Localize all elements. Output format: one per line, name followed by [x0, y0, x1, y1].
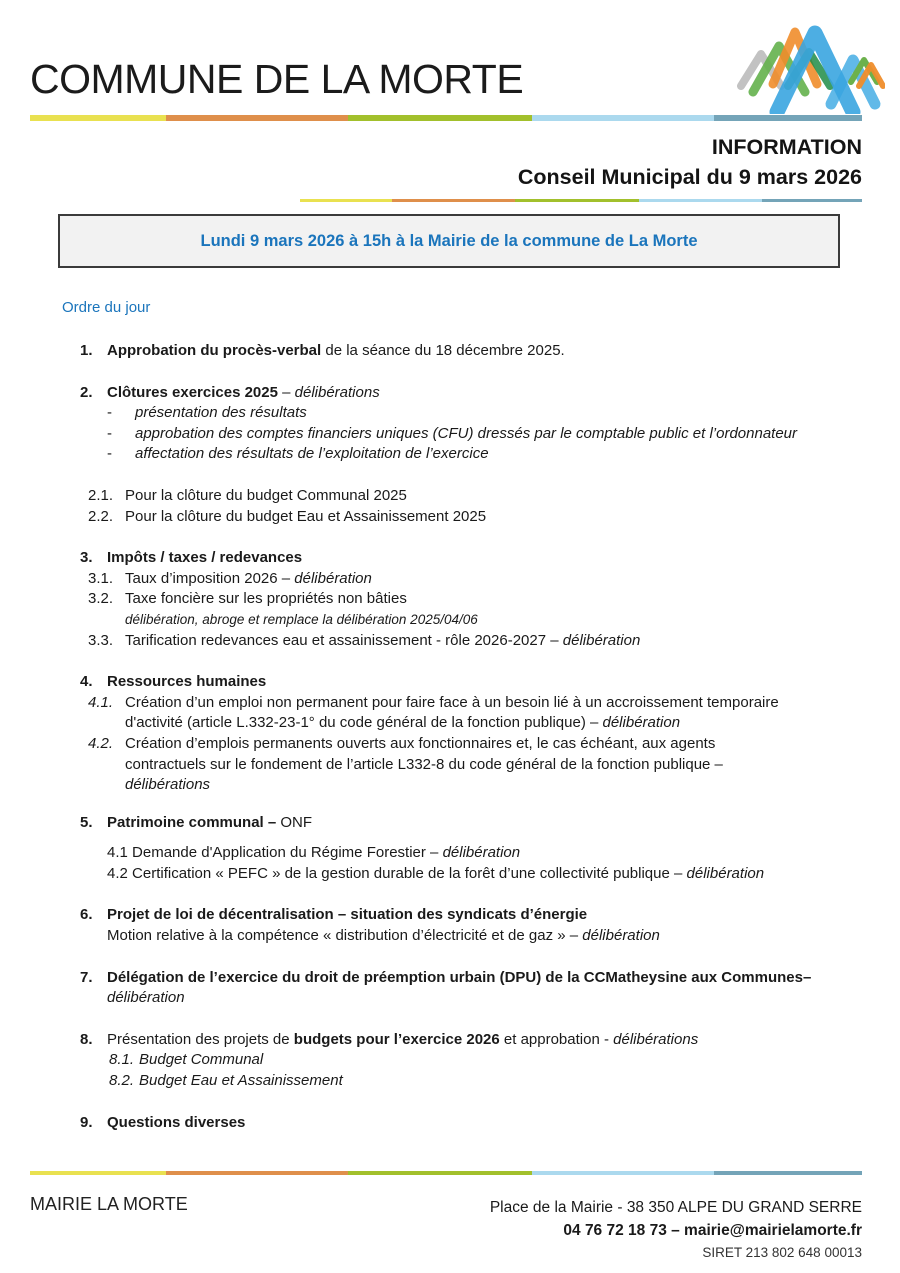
agenda-row-marker: 2.1. — [88, 486, 114, 504]
footer-phone-email: 04 76 72 18 73 – mairie@mairielamorte.fr — [563, 1222, 862, 1239]
agenda-row-text — [125, 775, 866, 796]
agenda-row-text — [125, 755, 866, 776]
text-segment: 4.1 Demande d'Application du Régime Forestier — [107, 844, 426, 862]
agenda-row — [60, 968, 866, 989]
meeting-notice-box — [58, 214, 840, 268]
text-segment: Présentation des projets de — [107, 1030, 294, 1048]
divider-segment — [166, 115, 348, 121]
text-segment: de la séance du 18 décembre 2025. — [321, 342, 565, 359]
agenda-row-marker: 4.2. — [88, 734, 114, 752]
text-segment: délibération — [602, 714, 681, 732]
agenda-row-text — [125, 589, 866, 610]
text-segment: présentation des résultats — [135, 404, 307, 422]
divider-segment — [166, 1171, 348, 1175]
text-segment: Questions diverses — [107, 1113, 246, 1131]
agenda-row-text — [125, 610, 866, 631]
text-segment: d'activité (article L.332-23-1° du code général de la fonction publique) – — [125, 714, 603, 732]
text-segment: contractuels sur le fondement de l’article L332-8 du code général de la fonction publique – — [125, 755, 723, 773]
agenda-row-text — [107, 988, 866, 1009]
divider-segment — [348, 1171, 532, 1175]
info-title: INFORMATION — [711, 135, 862, 159]
agenda-row-text — [125, 693, 866, 714]
subheader-divider-line — [300, 199, 862, 202]
agenda-row — [60, 589, 866, 610]
footer-divider-line — [30, 1171, 862, 1175]
agenda-row-text — [135, 444, 866, 465]
agenda-row — [60, 1030, 866, 1051]
agenda-row-marker: 8.2. — [109, 1072, 135, 1090]
agenda-row — [60, 775, 866, 796]
text-segment: Pour la clôture du budget Eau et Assainissement 2025 — [125, 507, 487, 525]
text-segment: Création d’emplois permanents ouverts aux fonctionnaires et, le cas échéant, aux agents — [125, 734, 716, 752]
agenda-row — [60, 926, 866, 947]
info-header — [518, 132, 862, 192]
agenda-row-text — [125, 713, 866, 734]
divider-segment — [348, 115, 532, 121]
text-segment: Motion relative à la compétence « distribution d’électricité et de gaz » — [107, 927, 566, 945]
agenda-row — [60, 1050, 866, 1071]
divider-segment — [515, 199, 639, 202]
agenda-list — [60, 341, 866, 1133]
agenda-row-text — [107, 813, 866, 834]
divider-segment — [30, 115, 166, 121]
agenda-row-text — [107, 1113, 866, 1134]
header-divider-line — [30, 115, 862, 121]
text-segment: – — [546, 631, 563, 649]
agenda-row — [60, 486, 866, 507]
agenda-row — [60, 672, 866, 693]
agenda-row — [60, 383, 866, 404]
text-segment: – — [277, 383, 295, 401]
text-segment: 4.2 Certification « PEFC » de la gestion durable de la forêt d’une collectivité publique — [107, 864, 670, 882]
divider-segment — [762, 199, 862, 202]
agenda-row-text — [107, 926, 866, 947]
divider-segment — [714, 1171, 862, 1175]
agenda-row-text — [107, 905, 866, 926]
agenda-row — [60, 988, 866, 1009]
agenda-row — [60, 813, 866, 834]
agenda-row — [60, 569, 866, 590]
agenda-row — [60, 507, 866, 528]
text-segment: délibération — [294, 569, 372, 587]
text-segment: Patrimoine communal – — [107, 813, 281, 831]
text-segment: budgets pour l’exercice 2026 — [293, 1030, 500, 1048]
agenda-row — [60, 424, 866, 445]
agenda-row — [60, 444, 866, 465]
text-segment: Pour la clôture du budget Communal 2025 — [125, 486, 407, 504]
agenda-row-marker: 2.2. — [88, 507, 114, 525]
agenda-row-marker: 7. — [80, 968, 93, 986]
text-segment: délibération — [582, 927, 660, 945]
agenda-row-text — [107, 672, 866, 693]
agenda-row — [60, 631, 866, 652]
agenda-row-text — [107, 383, 866, 404]
agenda-row — [60, 403, 866, 424]
text-segment: Budget Eau et Assainissement — [139, 1072, 343, 1090]
text-segment: – — [425, 844, 443, 862]
agenda-row-text — [125, 631, 866, 652]
agenda-row-marker: 8.1. — [109, 1051, 135, 1069]
text-segment: Approbation du procès-verbal — [107, 342, 322, 359]
agenda-row — [60, 693, 866, 714]
text-segment: ONF — [280, 813, 313, 831]
agenda-row-marker: 8. — [80, 1030, 93, 1048]
agenda-row-text — [125, 486, 866, 507]
text-segment: délibération — [442, 844, 521, 862]
agenda-row-text — [139, 1071, 866, 1092]
text-segment: affectation des résultats de l’exploitation de l’exercice — [135, 445, 489, 463]
divider-segment — [532, 1171, 714, 1175]
agenda-row — [60, 843, 866, 864]
divider-segment — [532, 115, 714, 121]
text-segment: délibérations — [125, 776, 211, 794]
text-segment: délibération — [686, 864, 765, 882]
divider-segment — [392, 199, 515, 202]
agenda-row-marker: - — [107, 424, 112, 442]
agenda-row — [60, 734, 866, 755]
agenda-row-marker: 4. — [80, 673, 93, 691]
agenda-row — [60, 610, 866, 631]
agenda-row-text — [139, 1050, 866, 1071]
meeting-notice-text: Lundi 9 mars 2026 à 15h à la Mairie de la commune de La Morte — [200, 231, 698, 250]
agenda-row-marker: 1. — [80, 342, 93, 359]
text-segment: – — [565, 927, 583, 945]
text-segment: Tarification redevances eau et assainissement - rôle 2026-2027 — [125, 631, 547, 649]
text-segment: – — [277, 569, 295, 587]
divider-segment — [30, 1171, 166, 1175]
divider-segment — [714, 115, 862, 121]
text-segment: Délégation de l’exercice du droit de préemption urbain (DPU) de la CCMatheysine aux Communes– — [107, 968, 812, 986]
info-subtitle: Conseil Municipal du 9 mars 2026 — [517, 165, 862, 189]
agenda-row — [60, 713, 866, 734]
agenda-row-text — [135, 424, 866, 445]
agenda-row-marker: 2. — [80, 383, 93, 401]
text-segment: délibérations — [294, 383, 380, 401]
text-segment: approbation des comptes financiers uniques (CFU) dressés par le comptable public et l’ordonnateur — [135, 424, 798, 442]
text-segment: Budget Communal — [139, 1051, 264, 1069]
text-segment: délibération — [562, 631, 641, 649]
divider-segment — [300, 199, 392, 202]
footer-contact-block — [490, 1196, 862, 1263]
agenda-row — [60, 341, 866, 362]
agenda-row-marker: 5. — [80, 813, 93, 831]
agenda-row-marker: 9. — [80, 1113, 93, 1131]
footer-siret: SIRET 213 802 648 00013 — [702, 1245, 862, 1260]
agenda-row-marker: 4.1. — [88, 693, 114, 711]
agenda-row-marker: 3.2. — [88, 590, 114, 608]
text-segment: délibération — [107, 989, 185, 1007]
agenda-row-text — [107, 864, 866, 885]
text-segment: Impôts / taxes / redevances — [107, 549, 303, 567]
text-segment: délibération, abroge et remplace la délibération 2025/04/06 — [125, 611, 478, 627]
text-segment: Ressources humaines — [107, 673, 267, 691]
text-segment: Projet de loi de décentralisation – situation des syndicats d’énergie — [107, 906, 588, 924]
agenda-row-text — [125, 734, 866, 755]
footer-address: Place de la Mairie - 38 350 ALPE DU GRAND SERRE — [489, 1199, 862, 1216]
agenda-row-marker: 6. — [80, 906, 93, 924]
agenda-row — [60, 1113, 866, 1134]
text-segment: Clôtures exercices 2025 — [107, 383, 278, 401]
divider-segment — [639, 199, 762, 202]
text-segment: Taxe foncière sur les propriétés non bâties — [125, 590, 407, 608]
agenda-heading: Ordre du jour — [62, 299, 151, 316]
agenda-row-marker: 3.3. — [88, 631, 114, 649]
footer-org-name: MAIRIE LA MORTE — [30, 1194, 188, 1214]
agenda-row-text — [125, 569, 866, 590]
text-segment: Taux d’imposition 2026 — [125, 569, 278, 587]
agenda-row — [60, 548, 866, 569]
agenda-row — [60, 864, 866, 885]
commune-title: COMMUNE DE LA MORTE — [30, 56, 524, 102]
agenda-row-text — [125, 507, 866, 528]
mountains-logo-icon — [733, 24, 885, 114]
agenda-row — [60, 1071, 866, 1092]
agenda-row-marker: 3.1. — [88, 569, 114, 587]
agenda-row-marker: - — [107, 445, 112, 463]
agenda-row-marker: 3. — [80, 549, 93, 567]
agenda-row-text — [107, 843, 866, 864]
text-segment: délibérations — [613, 1030, 699, 1048]
agenda-row-text — [107, 968, 866, 989]
agenda-row-marker: - — [107, 404, 112, 422]
text-segment: – — [669, 864, 687, 882]
text-segment: Création d’un emploi non permanent pour faire face à un besoin lié à un accroissement temporaire — [125, 693, 779, 711]
agenda-row-text — [107, 548, 866, 569]
agenda-row — [60, 905, 866, 926]
agenda-row-text — [107, 341, 866, 362]
text-segment: et approbation - — [499, 1030, 614, 1048]
agenda-row — [60, 755, 866, 776]
agenda-row-text — [135, 403, 866, 424]
agenda-row-text — [107, 1030, 866, 1051]
